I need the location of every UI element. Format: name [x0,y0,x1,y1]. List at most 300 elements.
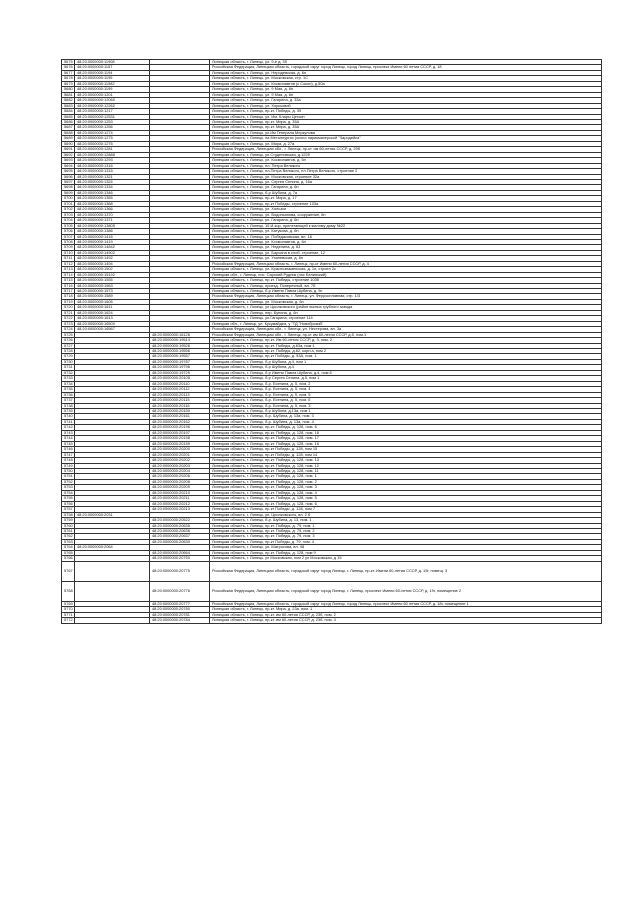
address-cell: Липецкая область, г. Липецк, пл. Петра Великого [210,163,602,168]
cadastral-number-cell: 48:20:0000000:1321 [75,174,150,179]
row-number-cell: 5761 [62,528,75,533]
cadastral-number-cell: 48:20:0000000:1355 [75,196,150,201]
address-cell: Липецкая область, г. Липецк, б-р Шубина, д. 7а [210,190,602,195]
address-cell: Липецкая область, г. Липецк, пр-кт. Им 60-летия СССР, д. 3, пом. 2 [210,338,602,343]
address-cell: Липецкая область, г. Липецк, ул. Гагарина, д. 6н [210,218,602,223]
room-cadastral-number-cell: 48:20:0000000:20198 [150,436,210,441]
row-number-cell: 5708 [62,239,75,244]
cadastral-number-cell: 48:20:0000000:1366 [75,207,150,212]
row-number-cell: 5683 [62,103,75,108]
address-cell: Липецкая область, г. Липецк, ул. Им. Клары Цеткин [210,114,602,119]
room-cadastral-number-cell: 48:20:0000000:19514 [150,338,210,343]
row-number-cell: 5692 [62,152,75,157]
room-cadastral-number-cell: 48:20:0000000:20777 [150,601,210,606]
address-cell: Липецкая область, г. Липецк, ул. Гагарина, д. 33а [210,98,602,103]
row-number-cell: 5741 [62,419,75,424]
row-number-cell: 5684 [62,109,75,114]
address-cell: Липецкая область, г. Липецк, пр-кт Победы, д. 79, пом. 4 [210,539,602,544]
cadastral-number-cell: 48:20:0000000:1371 [75,218,150,223]
cadastral-number-cell: 48:20:0000000:1370 [75,212,150,217]
address-cell: Липецкая область, г. Липецк, пр-кт. Победы, д. 128, пом. 2 [210,479,602,484]
room-cadastral-number-cell: 48:20:0000000:20162 [150,419,210,424]
row-number-cell: 5718 [62,294,75,299]
cadastral-number-cell: 48:20:0000000:11908 [75,60,150,65]
cadastral-number-cell: 48:20:0000000:15192 [75,272,150,277]
row-number-cell: 5744 [62,436,75,441]
cadastral-number-cell: 48:20:0000000:1502 [75,267,150,272]
cadastral-number-cell: 48:20:0000000:1573 [75,289,150,294]
row-number-cell: 5716 [62,283,75,288]
room-cadastral-number-cell: 48:20:0000000:20115 [150,398,210,403]
address-cell: Липецкая область, г. Липецк, пр-кт. Победы, д. 79, пом. 2 [210,528,602,533]
row-number-cell: 5704 [62,218,75,223]
cadastral-number-cell: 48:20:0000000:1274 [75,130,150,135]
cadastral-number-cell: 48:20:0000000:1324 [75,179,150,184]
address-cell: Липецкая область, г. Липецк, б-р. Есенина, д. 5, пом. 6 [210,398,602,403]
row-number-cell: 5695 [62,169,75,174]
row-number-cell: 5676 [62,65,75,70]
room-cadastral-number-cell: 48:20:0000000:20161 [150,414,210,419]
cadastral-number-cell: 48:20:0000000:1199 [75,87,150,92]
address-cell: Липецкая область, г. Липецк, б-р Имени Павла Шубина, д.4, пом 6 [210,370,602,375]
row-number-cell: 5755 [62,496,75,501]
address-cell: Липецкая область, г. Липецк, пр-кт. Победы, д. 128, пом. 3 [210,485,602,490]
address-cell: Липецкая область, г. Липецк, ул. Сергея Сенина, д. 16а [210,179,602,184]
cadastral-number-cell [75,581,150,601]
cadastral-number-cell: 48:20:0000000:1624 [75,310,150,315]
address-cell: Липецкая область, г. Липецк, пер. Бунина, д. 6н [210,310,602,315]
row-number-cell: 5678 [62,76,75,81]
address-cell: Липецкая область, г. Липецк, пр-кт. Мира, д. 23а, пом. 1 [210,607,602,612]
row-number-cell: 5758 [62,512,75,517]
row-number-cell: 5719 [62,299,75,304]
room-cadastral-number-cell: 48:20:0000000:20204 [150,468,210,473]
address-cell: Липецкая обл., г. Липецк, пос. Сырский Рудник (пос Белинский) [210,272,602,277]
address-cell: Липецкая область, г. Липецк, пл.Петра Великого, пл.Петра Великого, строение 2 [210,169,602,174]
row-number-cell: 5772 [62,618,75,623]
row-number-cell: 5710 [62,250,75,255]
address-cell: Липецкая область, г. Липецк, пр-кт. Победы, д. 128, пом. 5 [210,496,602,501]
address-cell: Липецкая область, г. Липецк, ул.Студеновская, д.122б [210,152,602,157]
row-number-cell: 5739 [62,409,75,414]
cadastral-number-cell: 48:20:0000000:1194 [75,70,150,75]
row-number-cell: 5688 [62,130,75,135]
row-number-cell: 5714 [62,272,75,277]
address-cell: Липецкая область, г. Липецк, пр-кт. им 60-летия СССР, д. 23б, пом. 2 [210,612,602,617]
row-number-cell: 5729 [62,354,75,359]
row-number-cell: 5726 [62,338,75,343]
cadastral-number-cell: 48:20:0000000:1275 [75,136,150,141]
row-number-cell: 5682 [62,98,75,103]
cadastral-number-cell: 48:20:0000000:1494 [75,261,150,266]
row-number-cell: 5732 [62,370,75,375]
row-number-cell: 5771 [62,612,75,617]
room-cadastral-number-cell: 48:20:0000000:20116 [150,403,210,408]
address-cell: Российская Федерация, Липецкая область, городской округ город Липецк, г. Липецк, проспект Имени 60-летия СССР, д. 19г, помещение 2 [210,581,602,601]
row-number-cell: 5687 [62,125,75,130]
row-number-cell: 5711 [62,256,75,261]
address-cell: Липецкая область, г. Липецк, 15 И-кор, прилегающей к жилому дому №22 [210,223,602,228]
row-number-cell: 5733 [62,376,75,381]
row-number-cell: 5745 [62,441,75,446]
row-number-cell: 5679 [62,81,75,86]
row-number-cell: 5728 [62,349,75,354]
room-cadastral-number-cell: 48:20:0000000:19557 [150,354,210,359]
row-number-cell: 5727 [62,343,75,348]
row-number-cell: 5752 [62,479,75,484]
address-cell: Липецкая область, г. Липецк, б-р Шубина, д.13а, пом 1 [210,409,602,414]
row-number-cell: 5677 [62,70,75,75]
address-cell: Липецкая область, г. Липецк, б-р. Шубина, д. 13а, пом. 4 [210,419,602,424]
row-number-cell: 5686 [62,119,75,124]
row-number-cell: 5756 [62,501,75,506]
cadastral-number-cell: 48:20:0000000:2031 [75,512,150,517]
address-cell: Липецкая область, г. Липецк, пр-кт. Победы, д.63а, пом 1 [210,343,602,348]
row-number-cell: 5759 [62,518,75,523]
address-cell: Российская Федерация, Липецкая область, городской округ город Липецк, город Липецк, проспект Имени 60 летия СССР, д. 18г, помещение 1 [210,601,602,606]
cadastral-number-cell: 48:20:0000000:1281 [75,147,150,152]
row-number-cell: 5763 [62,539,75,544]
row-number-cell: 5722 [62,316,75,321]
address-cell: Российская Федерация, Липецкая область, г. Липецк, ул. Ферросплавная, стр. 1/3 [210,294,602,299]
row-number-cell: 5769 [62,601,75,606]
cadastral-number-cell: 48:20:0000000:1195 [75,76,150,81]
row-number-cell: 5707 [62,234,75,239]
address-cell: Липецкая область, г. Липецк, пр-кт. Победы, строение 103б [210,278,602,283]
row-number-cell: 5703 [62,212,75,217]
cadastral-number-cell: 48:20:0000000:1346 [75,190,150,195]
address-cell: Российская Федерация, Липецкая обл., г. Липецк, ул. Нестерова, вл. 3а [210,327,602,332]
cadastral-number-cell: 48:20:0000000:1605 [75,299,150,304]
cadastral-number-cell: 48:20:0000000:12060 [75,98,150,103]
room-cadastral-number-cell: 48:20:0000000:20112 [150,387,210,392]
row-number-cell: 5770 [62,607,75,612]
cadastral-number-cell: 48:20:0000000:12888 [75,152,150,157]
address-cell: Липецкая область, г. Липецк, ул. Московская, д. 6н [210,299,602,304]
address-cell: Липецкая область, г. Липецк, на Металлургах (около парикмахерской "Чародейка" [210,136,602,141]
room-cadastral-number-cell: 48:20:0000000:20203 [150,463,210,468]
row-number-cell: 5734 [62,381,75,386]
address-cell: Липецкая область, г. Липецк, ул. 9 Мая, д. 6н [210,92,602,97]
room-cadastral-number-cell: 48:20:0000000:20197 [150,430,210,435]
row-number-cell: 5702 [62,207,75,212]
cadastral-number-cell: 48:20:0000000:1201 [75,92,150,97]
row-number-cell: 5760 [62,523,75,528]
address-cell: Липецкая область, г. Липецк, ул. 9 Мая, д. 6н [210,87,602,92]
row-number-cell: 5689 [62,136,75,141]
address-cell: Российская Федерация, Липецкая область, городской округ город Липецк, г. Липецк, пр-кт. Имени 60-летия СССР, д. 19г, помещ. 3 [210,561,602,581]
address-cell: Липецкая область, г. Липецк, пр-кт. Победы, д.62, корп.а, пом 2 [210,349,602,354]
address-cell: Липецкая область, г. Липецк, ул Циолковского (район южных трубного завода [210,305,602,310]
room-cadastral-number-cell: 48:20:0000000:20775 [150,561,210,581]
cadastral-number-cell [75,618,150,623]
row-number-cell: 5701 [62,201,75,206]
row-number-cell: 5754 [62,490,75,495]
address-cell: Липецкая область, г. Липецк, ул. Барсина в слоб. строение, 12 [210,250,602,255]
address-cell: Липецкая область, г. Липецк, пр-кт. Мира, д. 35А [210,119,602,124]
cadastral-number-cell: 48:20:0000000:12262 [75,103,150,108]
row-number-cell: 5764 [62,545,75,550]
row-number-cell: 5699 [62,190,75,195]
row-number-cell: 5737 [62,398,75,403]
address-cell: Липецкая область, г. Липецк, пр-кт Победы, строение 103а [210,201,602,206]
room-cadastral-number-cell: 48:20:0000000:20780 [150,607,210,612]
room-cadastral-number-cell: 48:20:0000000:20201 [150,452,210,457]
address-cell: Липецкая область, г. Липецк, ул. Хользки [210,207,602,212]
address-cell: Липецкая область, г. Липецк, ул.Им Генерала Меркулова [210,130,602,135]
room-cadastral-number-cell: 48:20:0000000:20202 [150,458,210,463]
row-number-cell: 5765 [62,550,75,555]
row-number-cell: 5713 [62,267,75,272]
cadastral-number-cell: 48:20:0000000:1419 [75,239,150,244]
address-cell: Липецкая область, г. Липецк, пр-кт. им 60-летия СССР, д. 23б, пом. 4 [210,618,602,623]
cadastral-number-cell: 48:20:0000000:1334 [75,185,150,190]
row-number-cell: 5697 [62,179,75,184]
address-cell: Липецкая область, г. Липецк, ул. Космонавтов, д. 6н [210,158,602,163]
row-number-cell: 5675 [62,60,75,65]
address-cell: Липецкая область, г. Липецк, пр-кт. Победы, д. 128, пом. 13 [210,458,602,463]
row-number-cell: 5720 [62,305,75,310]
room-cadastral-number-cell: 48:20:0000000:20781 [150,612,210,617]
address-cell: Липецкая область, г. Липецк, ул. Катукова, д. 6н [210,229,602,234]
cadastral-number-cell: 48:20:0000000:1611 [75,305,150,310]
row-number-cell: 5743 [62,430,75,435]
row-number-cell: 5680 [62,87,75,92]
room-cadastral-number-cell: 48:20:0000000:20637 [150,534,210,539]
address-cell: Липецкая область, г. Липецк, б-р Шубина, д.4, пом 1 [210,359,602,364]
cadastral-number-cell: 48:20:0000000:14842 [75,245,150,250]
address-cell: Липецкая область, г. Липецк, б-р. Шубина, д. 13а, пом. 3 [210,414,602,419]
address-cell: Липецкая область, г. Липецк, ул. Московская, строение 32а [210,174,602,179]
row-number-cell: 5712 [62,261,75,266]
address-cell: Липецкая область, г. Липецк, б-р. Шубина, д. 13, пом. 1 [210,518,602,523]
room-cadastral-number-cell: 48:20:0000000:20636 [150,528,210,533]
row-number-cell: 5694 [62,163,75,168]
room-cadastral-number-cell: 48:20:0000000:20110 [150,381,210,386]
room-cadastral-number-cell: 48:20:0000000:20199 [150,441,210,446]
row-number-cell: 5767 [62,561,75,581]
cadastral-number-cell: 48:20:0000000:1368 [75,201,150,206]
address-cell: Липецкая область, г. Липецк, пр-кт. Победы, д. 128, пом. 6 [210,425,602,430]
room-cadastral-number-cell: 48:20:0000000:20776 [150,581,210,601]
address-cell: Липецкая область, г. Липецк, пр-кт. Мира, д. 35А [210,125,602,130]
room-cadastral-number-cell: 48:20:0000000:20206 [150,474,210,479]
room-cadastral-number-cell: 48:20:0000000:19526 [150,343,210,348]
row-number-cell: 5705 [62,223,75,228]
room-cadastral-number-cell: 48:20:0000000:20150 [150,409,210,414]
room-cadastral-number-cell: 48:20:0000000:19729 [150,370,210,375]
room-cadastral-number-cell: 48:20:0000000:20664 [150,550,210,555]
row-number-cell: 5725 [62,332,75,337]
room-cadastral-number-cell: 48:20:0000000:20211 [150,496,210,501]
room-cadastral-number-cell: 48:20:0000000:19796 [150,365,210,370]
cadastral-number-cell: 48:20:0000000:1315 [75,169,150,174]
room-cadastral-number-cell: 48:20:0000000:20208 [150,479,210,484]
cadastral-number-cell: 48:20:0000000:1293 [75,158,150,163]
row-number-cell: 5751 [62,474,75,479]
address-cell: Российская Федерация, Липецкая обл., г. Липецк, пр-кт. им 60-летия СССР, д. 29б [210,147,602,152]
address-cell: Липецкая область, г. Липецк, ул. Хорьковой [210,103,602,108]
document-page [61,59,593,624]
row-number-cell: 5762 [62,534,75,539]
address-cell: Липецкая область, г. Липецк, ул. 9-е д. 39 [210,60,602,65]
address-cell: Липецкая область, г. Липецк, пр-кт. Победы, д. 128, пом. 17 [210,436,602,441]
cadastral-number-cell: 48:20:0000000:1217 [75,109,150,114]
address-cell: Липецкая область, г. Липецк, пр-кт. Победы, д. 128, пом. 16 [210,441,602,446]
row-number-cell: 5693 [62,158,75,163]
address-cell: Липецкая область, г. Липецк, пр-кт. Победы, д. 128, пом. 18 [210,430,602,435]
room-cadastral-number-cell: 48:20:0000000:20105 [150,376,210,381]
address-cell: Липецкая область, г. Липецк, ул. Неделина, д. 63 [210,245,602,250]
cadastral-number-cell: 48:20:0000000:1589 [75,294,150,299]
cadastral-number-cell: 48:20:0000000:16567 [75,327,150,332]
row-number-cell: 5766 [62,556,75,561]
address-cell: Липецкая область, г. Липецк, пр-кт Победы, д. 128, пом 7 [210,507,602,512]
row-number-cell: 5742 [62,425,75,430]
row-number-cell: 5715 [62,278,75,283]
row-number-cell: 5685 [62,114,75,119]
address-cell: Липецкая область, г. Липецк, б-р Имени Павла Шубина, д. 9с [210,289,602,294]
row-number-cell: 5746 [62,447,75,452]
address-cell: Липецкая область, г. Липецк, проезд. Поперечный, вл. 7б [210,283,602,288]
room-cadastral-number-cell: 48:20:0000000:19556 [150,349,210,354]
address-cell: Липецкая область, г. Липецк, пр-кт. Победы, д. 128, пом. 12 [210,463,602,468]
address-cell: Липецкая область, г. Липецк, пр-кт Победы, д. 128, пом 15 [210,447,602,452]
cadastral-number-cell: 48:20:0000000:1316 [75,163,150,168]
row-number-cell: 5723 [62,321,75,326]
room-cadastral-number-cell: 48:20:0000000:20209 [150,485,210,490]
room-cadastral-number-cell: 48:20:0000000:20210 [150,490,210,495]
room-cadastral-number-cell: 48:20:0000000:20522 [150,518,210,523]
address-cell: Липецкая область, г. Липецк, ул.Гагарина, строение 114 [210,316,602,321]
address-cell: Липецкая область, г. Липецк, б-р. Есенина, д. 5, пом. 2 [210,381,602,386]
room-cadastral-number-cell: 48:20:0000000:20784 [150,618,210,623]
room-cadastral-number-cell: 48:20:0000000:20113 [150,392,210,397]
cadastral-number-cell: 48:20:0000000:16500 [75,321,150,326]
row-number-cell: 5700 [62,196,75,201]
room-cadastral-number-cell: 48:20:0000000:20750 [150,556,210,561]
row-number-cell: 5768 [62,581,75,601]
row-number-cell: 5736 [62,392,75,397]
room-cadastral-number-cell: 48:20:0000000:20196 [150,425,210,430]
address-cell: Липецкая область, г. Липецк, пр-кт. Мира, д. 17 [210,196,602,201]
cadastral-number-cell: 48:20:0000000:1555 [75,278,150,283]
row-number-cell: 5721 [62,310,75,315]
row-number-cell: 5740 [62,414,75,419]
row-number-cell: 5748 [62,458,75,463]
cadastral-number-cell: 48:20:0000000:13805 [75,223,150,228]
address-cell: Липецкая область, г. Липецк, пр-кт. Победы, д. 79, пом. 1 [210,523,602,528]
address-cell: Липецкая область, г. Липецк, б-р Сергея Сенина, д.5, пом 1 [210,376,602,381]
cadastral-number-cell: 48:20:0000000:1613 [75,316,150,321]
address-cell: Липецкая область, г. Липецк, пр-кт. Победы, д. 39 [210,109,602,114]
cadastral-number-cell: 48:20:0000000:11982 [75,81,150,86]
row-number-cell: 5735 [62,387,75,392]
address-cell: Липецкая область, г. Липецк, ул. Победаковская, вл. 16 [210,234,602,239]
cadastral-number-cell: 48:20:0000000:2064 [75,545,150,550]
room-cadastral-number-cell: 48:20:0000000:20200 [150,447,210,452]
row-number-cell: 5753 [62,485,75,490]
room-cadastral-number-cell: 48:20:0000000:20635 [150,523,210,528]
cadastral-number-cell: 48:20:0000000:1276 [75,141,150,146]
address-cell: Липецкая область, г. Липецк, ул. Краснознаменская, д. 1н, строен 2с [210,267,602,272]
row-number-cell: 5757 [62,507,75,512]
room-cadastral-number-cell: 48:20:0000000:19787 [150,359,210,364]
address-cell: Липецкая область, г. Липецк, ул. Космонавтов, д. 6н [210,239,602,244]
row-number-cell: 5706 [62,229,75,234]
cadastral-table [61,59,602,624]
address-cell: Липецкая область, г. Липецк, б-р Шубина, д.4 [210,365,602,370]
address-cell: Липецкая область, г. Липецк, пр-кт. Победы, д. 79, пом. 3 [210,534,602,539]
address-cell: Липецкая область, г. Липецк, пр-кт Победы, д. 53А, пом. 1 [210,354,602,359]
cadastral-number-cell: 48:20:0000000:1253 [75,119,150,124]
table-row [62,581,602,601]
table-body [62,60,602,624]
address-cell: Липецкая область, г. Липецк, пр-кт. Победы, д. 128, пом 9 [210,550,602,555]
row-number-cell: 5747 [62,452,75,457]
cadastral-number-cell: 48:20:0000000:1416 [75,234,150,239]
cadastral-number-cell: 48:20:0000000:12531 [75,114,150,119]
address-cell: Липецкая область, г. Липецк, ул. Циолковского, вл. 2 б [210,512,602,517]
address-cell: Липецкая область, г. Липецк, пр-кт. Победы, д. 128, пом. 6 [210,501,602,506]
row-number-cell: 5690 [62,141,75,146]
row-number-cell: 5698 [62,185,75,190]
row-number-cell: 5749 [62,463,75,468]
row-number-cell: 5696 [62,174,75,179]
row-number-cell: 5691 [62,147,75,152]
address-cell: Липецкая область, г. Липецк, пр-кт. Победы, д. 128, пом. 4 [210,490,602,495]
address-cell: Российская Федерация, Липецкая область, г. Липецк, пр-кт Имени 60-летия СССР, д. 4 [210,261,602,266]
address-cell: Липецкая область, г. Липецк, пр-кт. Победы, д. 128, пом. 1 [210,474,602,479]
row-number-cell: 5717 [62,289,75,294]
address-cell: Липецкая обл., г. Липецк, ул. Кусумайдеа, у "ТД "Новобрский" [210,321,602,326]
cadastral-number-cell: 48:20:0000000:1256 [75,125,150,130]
address-cell: Липецкая область, г. Липецк, ул. Мира, д. 27а [210,141,602,146]
room-cadastral-number-cell: 48:20:0000000:20212 [150,501,210,506]
address-cell: Липецкая область, г. Липецк, ул Московская, пом 2 ул Московская, д 15 [210,556,602,561]
cadastral-number-cell [75,561,150,581]
row-number-cell: 5750 [62,468,75,473]
address-cell: Липецкая область, г. Липецк, б-р. Есенина, д. 5, пом. 5 [210,392,602,397]
address-cell: Липецкая область, г. Липецк, ул. Космонавтов (с Сокол), д.50а [210,81,602,86]
row-number-cell: 5724 [62,327,75,332]
cadastral-number-cell: 48:20:0000000:1563 [75,283,150,288]
address-cell: Липецкая область, г. Липецк, б-р. Есенина, д. 5, пом. 3 [210,403,602,408]
address-cell: Липецкая область, г. Липецк, пр-кт Победы, д. 128, пом 14 [210,452,602,457]
cadastral-number-cell: 48:20:0000000:14902 [75,250,150,255]
address-cell: Липецкая область, г. Липецк, ул. Водопьянова, сооружение, 6н [210,212,602,217]
cadastral-number-cell: 48:20:0000000:1157 [75,65,150,70]
cadastral-number-cell: 48:20:0000000:1386 [75,229,150,234]
row-number-cell: 5709 [62,245,75,250]
cadastral-number-cell: 48:20:0000000:1492 [75,256,150,261]
row-number-cell: 5731 [62,365,75,370]
table-row [62,561,602,581]
address-cell: Липецкая область, г. Липецк, ул. Матросова, вл. 48 [210,545,602,550]
address-cell: Российская Федерация, Липецкая обл., г. Липецк, пр-кт им 60-летия СССР, д.5, пом.1 [210,332,602,337]
address-cell: Липецкая область, г. Липецк, б-р. Есенина, д. 5, пом. 4 [210,387,602,392]
address-cell: Липецкая область, г. Липецк, ул. Неродевская, д. 6н [210,70,602,75]
address-cell: Липецкая область, г. Липецк, пр-кт. Победы, д. 128, пом. 11 [210,468,602,473]
address-cell: Липецкая область, г. Липецк, ул. Гагарина, д. 6н [210,185,602,190]
row-number-cell: 5681 [62,92,75,97]
room-cadastral-number-cell: 48:20:0000000:20213 [150,507,210,512]
row-number-cell: 5730 [62,359,75,364]
row-number-cell: 5738 [62,403,75,408]
table-row [62,618,602,623]
address-cell: Липецкая область, г. Липецк, ул. Московская, стр. 1С [210,76,602,81]
address-cell: Липецкая область, г. Липецк, ул. Уханевская, д. 6н [210,256,602,261]
